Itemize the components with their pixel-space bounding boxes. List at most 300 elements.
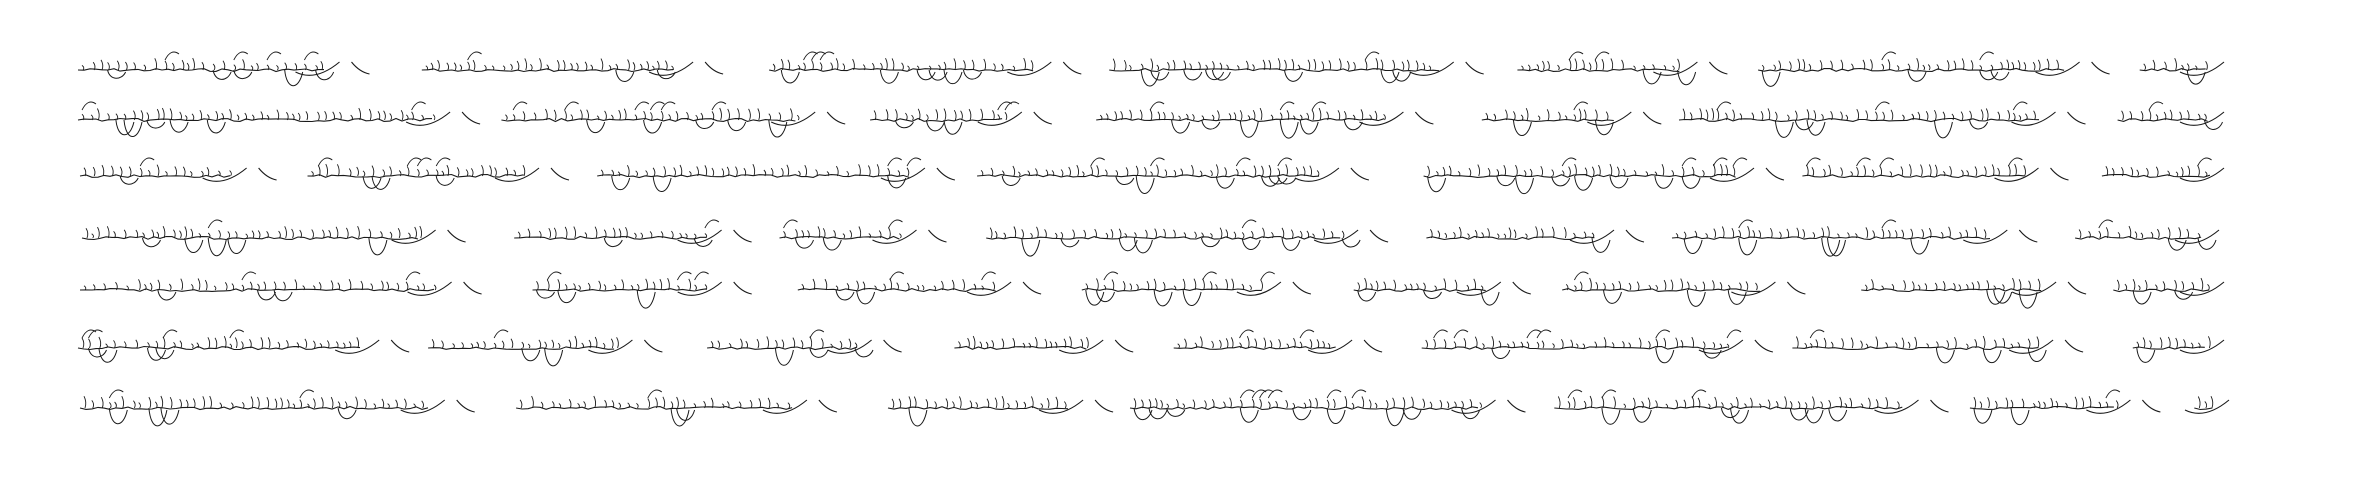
script-stroke <box>1261 280 1263 290</box>
script-stroke <box>1561 339 1563 348</box>
script-stroke <box>1211 170 1213 176</box>
script-stroke <box>1327 408 1345 424</box>
script-stroke <box>1917 58 1919 70</box>
script-stroke <box>1061 170 1063 177</box>
script-stroke <box>397 283 399 290</box>
script-stroke <box>1212 341 1214 348</box>
script-stroke <box>694 234 696 238</box>
script-stroke <box>2099 220 2113 228</box>
script-stroke <box>1596 282 1598 290</box>
script-stroke <box>1097 165 1099 176</box>
script-flourish <box>2012 282 2056 295</box>
script-stroke <box>995 398 997 408</box>
script-stroke <box>169 284 171 290</box>
script-stroke <box>1891 110 1893 120</box>
script-flourish <box>335 340 379 353</box>
script-stroke <box>214 286 216 290</box>
script-stroke <box>1007 403 1009 408</box>
script-flourish <box>2175 230 2219 243</box>
script-stroke <box>1434 330 1448 338</box>
script-stroke <box>1558 65 1560 70</box>
script-stroke <box>1192 165 1194 176</box>
script-stroke <box>968 338 970 348</box>
script-stroke <box>1664 338 1666 348</box>
script-stroke <box>1573 233 1575 238</box>
script-stroke <box>1217 111 1219 121</box>
script-stroke <box>333 112 335 120</box>
script-stroke <box>1703 342 1705 348</box>
script-stroke <box>1229 113 1231 120</box>
script-stroke <box>109 408 127 424</box>
script-stroke <box>1216 176 1234 188</box>
script-stroke <box>1882 229 1884 238</box>
script-stroke <box>1002 396 1004 408</box>
script-stroke <box>609 65 611 70</box>
script-stroke <box>396 400 398 408</box>
script-stroke <box>1231 337 1233 348</box>
script-stroke <box>1022 229 1024 238</box>
script-stroke <box>1823 169 1825 176</box>
script-stroke <box>661 111 663 120</box>
script-stroke <box>1308 60 1310 70</box>
script-stroke <box>895 109 897 120</box>
script-stroke <box>1876 399 1878 408</box>
script-stroke <box>163 226 165 238</box>
script-stroke <box>2198 238 2216 249</box>
script-stroke <box>1866 227 1868 238</box>
script-stroke <box>1524 170 1526 176</box>
script-stroke <box>502 341 504 348</box>
script-stroke <box>1469 168 1471 176</box>
script-stroke <box>1648 341 1650 348</box>
script-punctuation <box>1931 400 1949 412</box>
script-stroke <box>1824 338 1826 348</box>
script-stroke <box>1141 70 1159 86</box>
script-punctuation <box>1643 112 1661 124</box>
script-stroke <box>1537 65 1539 71</box>
script-stroke <box>660 279 662 290</box>
script-line <box>80 390 2229 426</box>
script-stroke <box>484 65 486 70</box>
script-stroke <box>1637 282 1639 290</box>
script-stroke <box>1013 66 1015 70</box>
script-stroke <box>1911 238 1929 254</box>
script-stroke <box>1430 402 1432 408</box>
script-stroke <box>1829 408 1847 421</box>
script-stroke <box>1756 283 1758 290</box>
script-stroke <box>1733 158 1747 166</box>
script-stroke <box>1595 52 1609 60</box>
script-punctuation <box>884 340 902 352</box>
script-stroke <box>1980 52 1994 60</box>
script-stroke <box>122 396 124 408</box>
script-stroke <box>415 227 417 238</box>
script-stroke <box>1282 238 1300 250</box>
script-stroke <box>1314 59 1316 70</box>
script-stroke <box>565 227 567 238</box>
script-stroke <box>601 59 603 70</box>
script-stroke <box>1584 401 1586 408</box>
script-stroke <box>346 228 348 238</box>
script-stroke <box>1935 165 1937 176</box>
script-stroke <box>611 339 613 348</box>
script-stroke <box>528 344 530 348</box>
script-stroke <box>1681 279 1683 290</box>
script-flourish <box>1410 62 1454 75</box>
script-stroke <box>2176 338 2178 348</box>
script-stroke <box>93 285 95 291</box>
script-punctuation <box>644 340 662 352</box>
script-stroke <box>1157 65 1159 70</box>
script-stroke <box>1574 102 1588 110</box>
script-stroke <box>1569 59 1571 70</box>
script-stroke <box>759 398 761 408</box>
script-stroke <box>231 403 233 408</box>
script-stroke <box>1405 284 1407 290</box>
script-stroke <box>511 339 513 348</box>
script-stroke <box>595 337 597 348</box>
script-stroke <box>316 65 318 70</box>
script-stroke <box>1739 283 1741 290</box>
script-stroke <box>1282 228 1284 238</box>
script-stroke <box>1662 164 1664 176</box>
script-stroke <box>668 278 670 290</box>
script-stroke <box>2116 401 2118 409</box>
script-stroke <box>1857 158 1871 166</box>
script-stroke <box>143 238 161 247</box>
script-stroke <box>981 109 983 120</box>
script-stroke <box>1922 229 1924 238</box>
script-stroke <box>1200 171 1202 176</box>
script-punctuation <box>2092 62 2110 74</box>
script-stroke <box>298 113 300 120</box>
script-stroke <box>517 61 519 70</box>
script-flourish <box>828 340 872 353</box>
script-stroke <box>1789 62 1791 71</box>
script-stroke <box>193 58 195 70</box>
script-stroke <box>1970 407 2114 410</box>
script-stroke <box>804 63 806 70</box>
script-stroke <box>796 229 798 238</box>
script-stroke <box>1554 407 1902 410</box>
script-stroke <box>390 232 392 238</box>
script-stroke <box>944 120 962 134</box>
script-stroke <box>898 171 900 177</box>
script-flourish <box>1039 400 1083 413</box>
script-stroke <box>242 402 244 408</box>
script-stroke <box>433 115 435 120</box>
script-stroke <box>180 231 182 238</box>
script-stroke <box>1488 168 1490 176</box>
script-stroke <box>634 233 636 238</box>
script-punctuation <box>2051 168 2069 180</box>
script-stroke <box>1617 167 1619 176</box>
script-stroke <box>1205 401 1207 409</box>
script-stroke <box>696 120 714 129</box>
script-stroke <box>1328 343 1330 348</box>
script-stroke <box>92 234 94 238</box>
script-stroke <box>284 282 286 290</box>
script-stroke <box>1462 401 1464 408</box>
script-stroke <box>275 399 277 408</box>
script-stroke <box>705 220 719 228</box>
script-stroke <box>1386 408 1404 426</box>
script-stroke <box>278 342 280 348</box>
script-stroke <box>1656 330 1670 338</box>
script-stroke <box>636 171 638 176</box>
script-stroke <box>230 344 232 348</box>
script-stroke <box>1045 339 1047 348</box>
script-stroke <box>1775 120 1793 137</box>
script-stroke <box>1714 229 1716 238</box>
script-stroke <box>1002 339 1004 348</box>
script-stroke <box>1174 170 1176 176</box>
script-stroke <box>422 401 424 408</box>
script-stroke <box>82 102 96 110</box>
script-stroke <box>471 344 473 349</box>
script-stroke <box>1344 111 1346 120</box>
script-stroke <box>295 280 297 291</box>
script-stroke <box>1569 52 1583 60</box>
script-stroke <box>1897 66 1899 71</box>
script-stroke <box>190 171 192 176</box>
script-stroke <box>1984 230 1986 239</box>
script-stroke <box>647 61 649 70</box>
script-stroke <box>2205 172 2207 176</box>
script-stroke <box>2013 102 2027 110</box>
script-flourish <box>1731 282 1775 295</box>
script-stroke <box>888 176 906 188</box>
script-stroke <box>728 109 730 120</box>
script-stroke <box>740 339 742 348</box>
script-stroke <box>1200 337 1202 349</box>
script-stroke <box>843 234 845 238</box>
script-stroke <box>390 113 392 120</box>
script-stroke <box>2175 280 2177 290</box>
script-stroke <box>2137 348 2155 362</box>
script-stroke <box>200 110 202 120</box>
script-stroke <box>325 111 327 120</box>
script-stroke <box>1908 70 1926 81</box>
script-stroke <box>1602 408 1620 424</box>
script-stroke <box>1584 232 1586 238</box>
script-stroke <box>505 115 507 120</box>
script-stroke <box>1154 290 1172 306</box>
script-stroke <box>1537 342 1539 348</box>
script-stroke <box>1622 341 1624 348</box>
script-stroke <box>587 110 589 120</box>
script-stroke <box>969 109 971 120</box>
script-punctuation <box>1370 230 1388 242</box>
script-stroke <box>2153 60 2155 70</box>
script-stroke <box>1329 60 1331 70</box>
script-stroke <box>1167 404 1169 408</box>
script-punctuation <box>1766 168 1784 180</box>
script-stroke <box>1016 401 1018 409</box>
script-stroke <box>552 340 554 348</box>
script-stroke <box>820 63 822 71</box>
script-stroke <box>228 231 230 238</box>
script-stroke <box>2151 232 2153 238</box>
script-stroke <box>234 65 236 70</box>
script-stroke <box>1961 170 1963 176</box>
script-stroke <box>147 120 165 128</box>
script-stroke <box>722 169 724 177</box>
script-stroke <box>1527 330 1541 338</box>
script-stroke <box>1720 344 1722 348</box>
script-stroke <box>1746 282 1748 291</box>
script-stroke <box>331 281 333 291</box>
script-stroke <box>1312 110 1314 120</box>
script-stroke <box>155 402 157 408</box>
script-stroke <box>1449 166 1451 176</box>
script-stroke <box>1568 401 1570 408</box>
script-stroke <box>810 337 812 349</box>
script-stroke <box>305 339 307 348</box>
script-stroke <box>1035 337 1037 348</box>
script-stroke <box>191 284 193 290</box>
script-punctuation <box>457 400 475 412</box>
script-stroke <box>1739 238 1757 255</box>
script-stroke <box>1236 158 1250 166</box>
script-stroke <box>1655 176 1673 188</box>
script-stroke <box>1082 289 1262 292</box>
script-stroke <box>331 397 333 408</box>
script-stroke <box>1790 401 1792 408</box>
script-stroke <box>1902 230 1904 238</box>
script-stroke <box>372 166 374 176</box>
script-stroke <box>117 61 119 70</box>
script-line <box>78 52 2224 86</box>
script-stroke <box>637 290 655 308</box>
script-stroke <box>812 60 814 70</box>
script-stroke <box>2038 401 2040 408</box>
script-stroke <box>2135 232 2137 238</box>
script-stroke <box>823 228 825 238</box>
script-stroke <box>1412 397 1414 408</box>
script-stroke <box>185 116 187 121</box>
script-stroke <box>884 284 886 290</box>
script-stroke <box>1347 61 1349 70</box>
script-stroke <box>99 337 101 348</box>
script-stroke <box>1031 60 1033 70</box>
script-punctuation <box>352 62 370 74</box>
script-stroke <box>1184 61 1186 70</box>
script-stroke <box>406 282 408 290</box>
script-flourish <box>1457 282 1501 295</box>
script-stroke <box>736 167 738 176</box>
script-stroke <box>1841 168 1843 177</box>
script-punctuation <box>1023 282 1041 294</box>
script-stroke <box>1136 176 1154 194</box>
script-stroke <box>2168 238 2186 250</box>
script-stroke <box>775 340 777 348</box>
script-stroke <box>1467 285 1469 290</box>
script-stroke <box>1354 62 1356 70</box>
script-flourish <box>2180 168 2224 181</box>
script-stroke <box>1822 114 1824 120</box>
script-stroke <box>1194 279 1196 290</box>
script-stroke <box>641 233 643 238</box>
script-stroke <box>936 109 938 120</box>
script-stroke <box>628 60 630 71</box>
script-stroke <box>78 119 432 122</box>
script-punctuation <box>705 62 723 74</box>
script-stroke <box>213 64 215 70</box>
script-stroke <box>663 397 665 408</box>
script-stroke <box>2131 167 2133 176</box>
script-stroke <box>319 282 321 290</box>
script-stroke <box>525 58 527 70</box>
script-stroke <box>161 408 179 424</box>
script-stroke <box>1293 403 1295 408</box>
script-stroke <box>520 400 522 408</box>
script-stroke <box>300 390 314 398</box>
script-stroke <box>890 279 892 291</box>
script-stroke <box>1604 290 1622 303</box>
script-punctuation <box>1709 62 1727 74</box>
script-flourish <box>408 282 452 295</box>
script-stroke <box>1712 280 1714 290</box>
script-stroke <box>503 66 505 70</box>
script-stroke <box>1352 403 1354 408</box>
script-stroke <box>321 397 323 408</box>
script-stroke <box>825 279 827 290</box>
script-stroke <box>1866 111 1868 121</box>
script-stroke <box>1792 347 2038 350</box>
script-stroke <box>1595 60 1597 70</box>
script-stroke <box>1255 339 1257 348</box>
script-stroke <box>694 238 712 246</box>
script-stroke <box>1514 230 1516 238</box>
script-stroke <box>357 167 359 176</box>
script-stroke <box>1193 400 1195 408</box>
script-stroke <box>165 171 167 176</box>
script-stroke <box>1934 120 1952 138</box>
script-stroke <box>831 63 833 70</box>
script-stroke <box>1949 227 1951 238</box>
script-stroke <box>571 115 573 120</box>
script-stroke <box>232 284 234 290</box>
script-stroke <box>2019 115 2021 120</box>
script-stroke <box>285 70 303 86</box>
script-stroke <box>1762 70 1780 86</box>
script-stroke <box>1285 60 1287 70</box>
script-stroke <box>1232 279 1234 290</box>
script-stroke <box>1708 404 1710 408</box>
script-stroke <box>522 348 540 361</box>
script-stroke <box>1622 60 1624 70</box>
script-stroke <box>369 109 371 120</box>
script-stroke <box>1974 397 1976 408</box>
script-stroke <box>1278 158 1292 166</box>
script-stroke <box>2170 110 2172 120</box>
script-stroke <box>338 408 356 419</box>
script-punctuation <box>937 168 955 180</box>
script-stroke <box>2181 167 2183 176</box>
script-stroke <box>398 228 400 238</box>
script-stroke <box>750 400 752 408</box>
script-stroke <box>1041 404 1043 409</box>
script-stroke <box>1633 398 1635 408</box>
script-stroke <box>492 66 494 70</box>
script-stroke <box>1934 110 1936 120</box>
script-stroke <box>1167 62 1169 70</box>
script-stroke <box>371 284 373 290</box>
script-stroke <box>1163 282 1165 290</box>
script-stroke <box>1528 65 1530 70</box>
script-punctuation <box>1364 340 1382 352</box>
